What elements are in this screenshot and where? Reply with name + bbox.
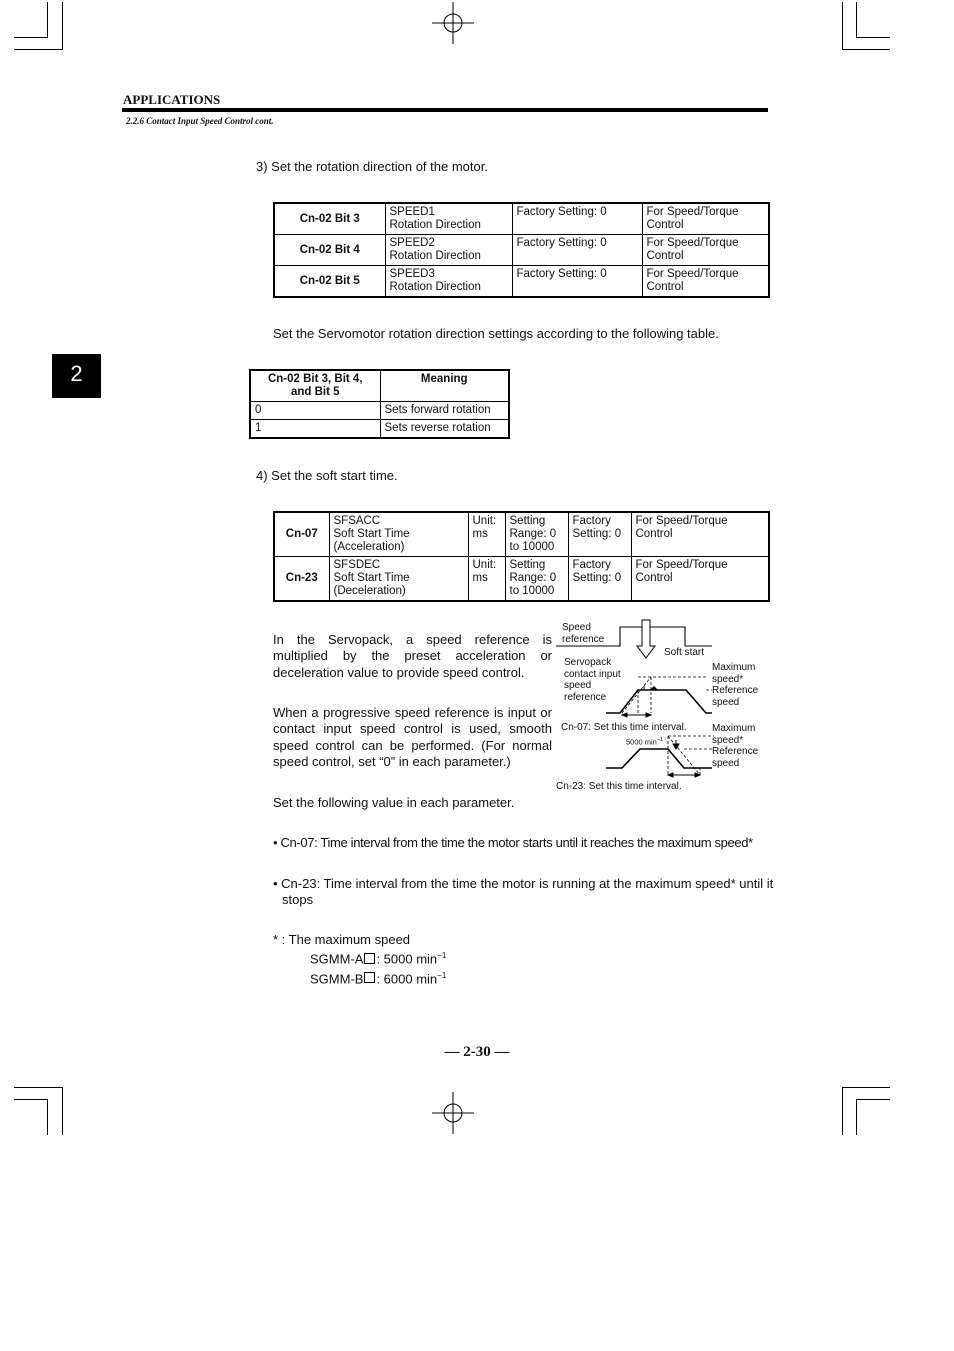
- meaning-cell: Sets forward rotation: [380, 402, 509, 420]
- name-cell: SPEED1 Rotation Direction: [385, 203, 512, 235]
- table-row: [274, 203, 769, 235]
- rotation-direction-table: [273, 202, 770, 298]
- range-cell: Setting Range: 0 to 10000: [505, 512, 568, 557]
- header-rule: [122, 108, 768, 112]
- meaning-table: [249, 369, 510, 439]
- table-row: [274, 266, 769, 298]
- label-reference-speed-1: Reference speed: [712, 685, 759, 708]
- factory-cell: Factory Setting: 0: [568, 512, 631, 557]
- control-cell: For Speed/Torque Control: [631, 512, 769, 557]
- bullet-cn07: • Cn-07: Time interval from the time the motor starts until it reaches the maximum speed*: [273, 835, 753, 850]
- table-row: [250, 402, 509, 420]
- label-maximum-speed-2: Maximum speed*: [712, 723, 756, 746]
- footnote-model-a: SGMM-A : 5000 $\min^{-1}$: [310, 951, 447, 967]
- bullet-cn23: • Cn-23: Time interval from the time the motor is running at the maximum speed* until it stops: [273, 876, 774, 908]
- param-cell: Cn-02 Bit 5: [274, 266, 385, 298]
- paragraph-set-values: Set the following value in each parameter.: [273, 795, 515, 810]
- direction-intro-text: Set the Servomotor rotation direction settings according to the following table.: [273, 326, 719, 341]
- soft-start-figure: [556, 618, 770, 796]
- control-cell: For Speed/Torque Control: [631, 557, 769, 602]
- param-cell: Cn-02 Bit 4: [274, 235, 385, 266]
- value-cell: 0: [250, 402, 380, 420]
- table-row: [250, 420, 509, 439]
- value-cell: 1: [250, 420, 380, 439]
- subsection-header: 2.2.6 Contact Input Speed Control cont.: [126, 116, 274, 126]
- label-5000-min: 5000 $\min^{-1}$: [626, 737, 664, 747]
- factory-cell: Factory Setting: 0: [512, 266, 642, 298]
- control-cell: For Speed/Torque Control: [642, 266, 769, 298]
- factory-cell: Factory Setting: 0: [512, 235, 642, 266]
- footnote-model-b: SGMM-B : 6000 $\min^{-1}$: [310, 970, 447, 987]
- footnote: [273, 932, 446, 988]
- registration-mark-top: [432, 2, 474, 44]
- param-cell: Cn-07: [274, 512, 329, 557]
- table-row: [274, 557, 769, 602]
- label-soft-start: Soft start: [664, 647, 705, 658]
- step-3-text: 3) Set the rotation direction of the motor.: [256, 159, 488, 174]
- cn07-caption: Cn-07: Set this time interval.: [561, 722, 687, 733]
- label-maximum-speed-1: Maximum speed*: [712, 662, 756, 685]
- registration-mark-bottom: [432, 1092, 474, 1134]
- paragraph-progressive-reference: When a progressive speed reference is input or contact input speed control is used, smooth speed control can be performed. (For normal speed control, set “0” in each parameter.): [273, 705, 552, 769]
- unit-cell: Unit: ms: [468, 512, 505, 557]
- section-header: APPLICATIONS: [123, 92, 221, 107]
- soft-start-table: [273, 511, 770, 602]
- range-cell: Setting Range: 0 to 10000: [505, 557, 568, 602]
- header-bits: Cn-02 Bit 3, Bit 4, and Bit 5: [250, 370, 380, 402]
- chapter-number: 2: [70, 361, 83, 386]
- header-meaning: Meaning: [380, 370, 509, 402]
- step-4-text: 4) Set the soft start time.: [256, 468, 398, 483]
- control-cell: For Speed/Torque Control: [642, 235, 769, 266]
- label-servopack-reference: Servopack contact input speed reference: [564, 657, 621, 703]
- label-speed-reference: Speed reference: [562, 622, 605, 645]
- name-cell: SPEED3 Rotation Direction: [385, 266, 512, 298]
- down-arrow-icon: [637, 620, 655, 658]
- cn23-caption: Cn-23: Set this time interval.: [556, 781, 682, 792]
- table-row: [274, 512, 769, 557]
- table-header-row: [250, 370, 509, 402]
- page-number: — 2-30 —: [444, 1044, 510, 1060]
- name-cell: SPEED2 Rotation Direction: [385, 235, 512, 266]
- param-cell: Cn-23: [274, 557, 329, 602]
- paragraph-speed-reference: In the Servopack, a speed reference is multiplied by the preset acceleration or deceleration value to provide speed control.: [273, 632, 552, 680]
- footnote-title: * : The maximum speed: [273, 932, 411, 947]
- unit-cell: Unit: ms: [468, 557, 505, 602]
- name-cell: SFSDEC Soft Start Time (Deceleration): [329, 557, 468, 602]
- factory-cell: Factory Setting: 0: [512, 203, 642, 235]
- meaning-cell: Sets reverse rotation: [380, 420, 509, 439]
- contact-input-waveform: [606, 690, 712, 713]
- factory-cell: Factory Setting: 0: [568, 557, 631, 602]
- control-cell: For Speed/Torque Control: [642, 203, 769, 235]
- deceleration-waveform: [606, 749, 712, 768]
- param-cell: Cn-02 Bit 3: [274, 203, 385, 235]
- table-row: [274, 235, 769, 266]
- name-cell: SFSACC Soft Start Time (Acceleration): [329, 512, 468, 557]
- chapter-tab: [52, 354, 101, 398]
- label-reference-speed-2: Reference speed: [712, 746, 759, 769]
